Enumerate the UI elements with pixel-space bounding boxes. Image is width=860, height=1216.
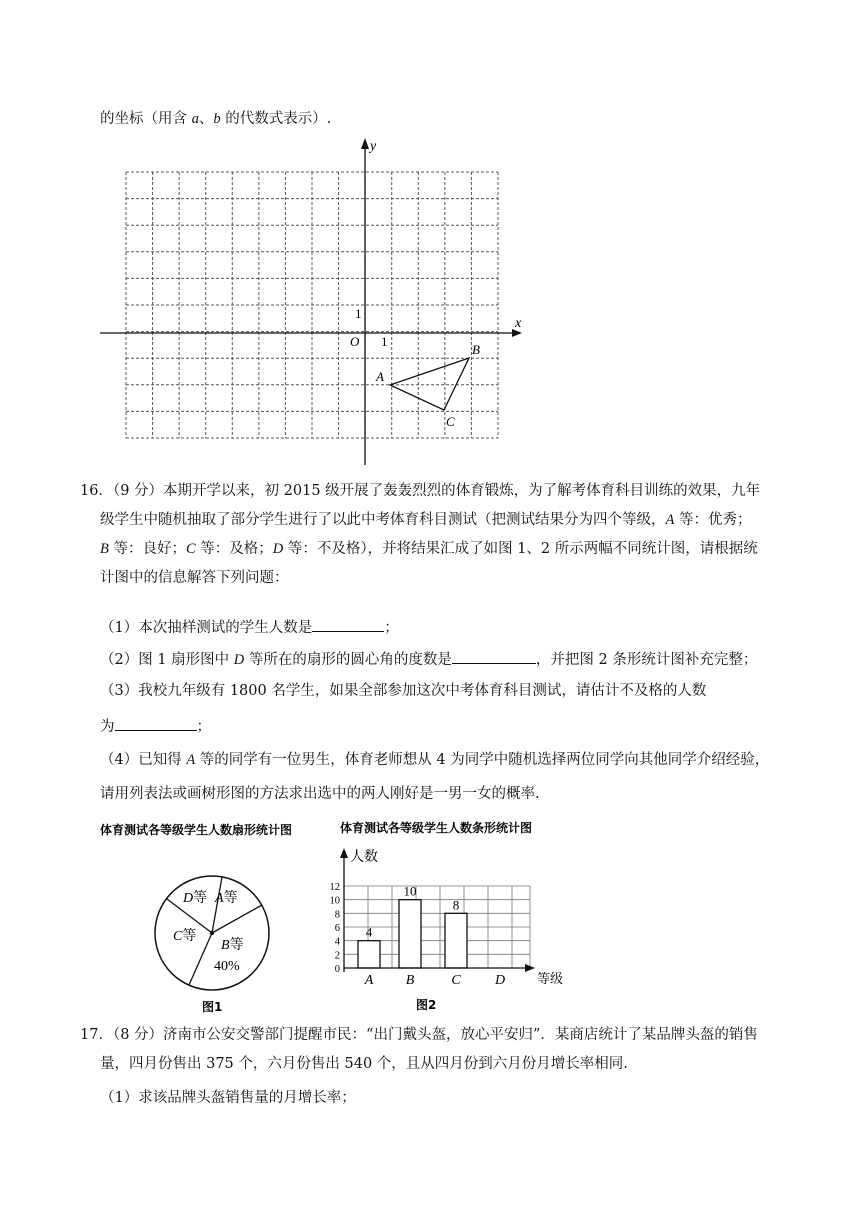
pie-label-b: B等 [221, 938, 244, 953]
q16-line-3-t1: 等：良好； [108, 541, 186, 557]
point-b-label: B [472, 342, 480, 357]
q16-part-4a-text: （4）已知得 [100, 752, 187, 768]
q16-part-1-tail: ； [384, 620, 399, 636]
q16-part-2-text: （2）图 1 扇形图中 [100, 652, 234, 668]
bar-series [358, 884, 467, 968]
bar-y-axis-label: 人数 [350, 849, 378, 865]
pie-chart-title: 体育测试各等级学生人数扇形统计图 [100, 823, 293, 837]
bar-x-label-d: D [494, 973, 506, 988]
q16-part-3a: （3）我校九年级有 1800 名学生，如果全部参加这次中考体育科目测试，请估计不及格的人数 [100, 683, 707, 699]
grade-b-var: B [100, 541, 109, 557]
grade-d-var-2: D [233, 652, 245, 668]
q16-part-3b [100, 716, 211, 737]
bar-y-tick-label: 6 [334, 923, 340, 934]
grade-a-var: A [665, 512, 675, 528]
answer-blank-3[interactable] [115, 716, 197, 731]
point-a-label: A [376, 369, 384, 384]
bar-y-tick-label: 0 [334, 964, 340, 975]
grade-c-var: C [185, 541, 196, 557]
bar-x-labels [364, 973, 505, 988]
pie-label-a: A等 [215, 891, 238, 906]
y-tick-1: 1 [355, 306, 362, 321]
pie-caption: 图1 [202, 1000, 223, 1014]
bar-chart-title: 体育测试各等级学生人数条形统计图 [340, 821, 533, 835]
grid-lines [126, 172, 498, 438]
pie-label-d: D等 [183, 891, 208, 906]
q16-part-2 [100, 649, 757, 670]
q16-line-3 [100, 539, 758, 559]
origin-label: O [350, 334, 360, 349]
bar-x-label-b: B [405, 973, 415, 988]
q16-part-4a-tail: 等的同学有一位男生，体育老师想从 4 为同学中随机选择两位同学向其他同学介绍经验， [195, 752, 770, 768]
intro-sep: 、 [198, 111, 214, 127]
q16-part-4b: 请用列表法或画树形图的方法求出选中的两人刚好是一男一女的概率. [100, 786, 540, 802]
bar-x-label-a: A [364, 973, 374, 988]
q16-line-2-text: 级学生中随机抽取了部分学生进行了以此中考体育科目测试（把测试结果分为四个等级， [100, 512, 666, 528]
q16-part-1 [100, 617, 399, 638]
grade-d-var: D [272, 541, 284, 557]
q16-line-1: 16．（9 分）本期开学以来，初 2015 级开展了轰轰烈烈的体育锻炼，为了解考体育科目训练的效果，九年 [80, 483, 761, 499]
q16-part-3b-tail: ； [196, 719, 211, 735]
var-a: a [191, 111, 199, 127]
x-tick-1: 1 [381, 334, 388, 349]
bar-caption: 图2 [416, 998, 437, 1012]
bar-y-tick-label: 10 [329, 895, 340, 907]
q16-line-3-t3: 等：不及格），并将结果汇成了如图 1、2 所示两幅不同统计图，请根据统 [283, 541, 758, 557]
intro-tail: 的代数式表示）. [220, 111, 332, 127]
q17-line-1: 17．（8 分）济南市公安交警部门提醒市民：“出门戴头盔，放心平安归”．某商店统计了某品牌头盔的销售 [80, 1027, 758, 1043]
bar-y-ticks [330, 882, 341, 975]
bar-y-tick-label: 12 [329, 882, 340, 893]
bar-value-label-c: 8 [452, 897, 460, 913]
pie-chart [95, 812, 320, 1017]
q16-line-2 [100, 510, 751, 530]
q16-part-2-mid: 等所在的扇形的圆心角的度数是 [244, 652, 452, 668]
bar-y-tick-label: 8 [334, 909, 340, 921]
intro-text: 的坐标（用含 [100, 111, 192, 127]
point-c-label: C [446, 414, 455, 429]
q16-part-1-text: （1）本次抽样测试的学生人数是 [100, 620, 313, 636]
q16-line-4: 计图中的信息解答下列问题： [100, 570, 289, 586]
q16-line-3-t2: 等：及格； [195, 541, 273, 557]
bar-value-label-b: 10 [403, 883, 417, 899]
answer-blank-2[interactable] [452, 649, 536, 664]
q16-line-2-tail: 等：优秀； [674, 512, 752, 528]
q16-part-4a [100, 750, 769, 770]
q17-part-1: （1）求该品牌头盔销售量的月增长率； [100, 1090, 356, 1106]
bar-b [399, 900, 421, 968]
bar-chart [320, 812, 580, 1017]
bar-y-tick-label: 4 [334, 936, 340, 948]
answer-blank-1[interactable] [312, 617, 384, 632]
pie-center-dot [210, 931, 214, 935]
grade-a-var-2: A [186, 752, 196, 768]
q16-part-2-tail: ，并把图 2 条形统计图补充完整； [535, 652, 758, 668]
pie-label-c: C等 [173, 929, 197, 944]
x-axis-label: x [515, 316, 522, 331]
q17-line-2: 量，四月份售出 375 个，六月份售出 540 个，且从四月份到六月份月增长率相同. [100, 1056, 628, 1072]
bar-x-label-c: C [451, 973, 461, 988]
bar-a [358, 941, 380, 968]
y-axis-label: y [370, 139, 377, 154]
intro-line [100, 109, 331, 129]
q16-part-3b-text: 为 [100, 719, 115, 735]
bar-y-tick-label: 2 [334, 950, 340, 962]
var-b: b [213, 111, 221, 127]
bar-c [445, 913, 467, 968]
bar-x-axis-label: 等级 [537, 972, 564, 987]
bar-y-axis-arrow [340, 848, 348, 858]
bar-value-label-a: 4 [365, 924, 373, 940]
pie-label-b-percent: 40% [214, 959, 240, 974]
triangle-abc [390, 358, 469, 410]
y-axis-arrow [361, 138, 369, 149]
coordinate-grid-figure [95, 135, 535, 470]
